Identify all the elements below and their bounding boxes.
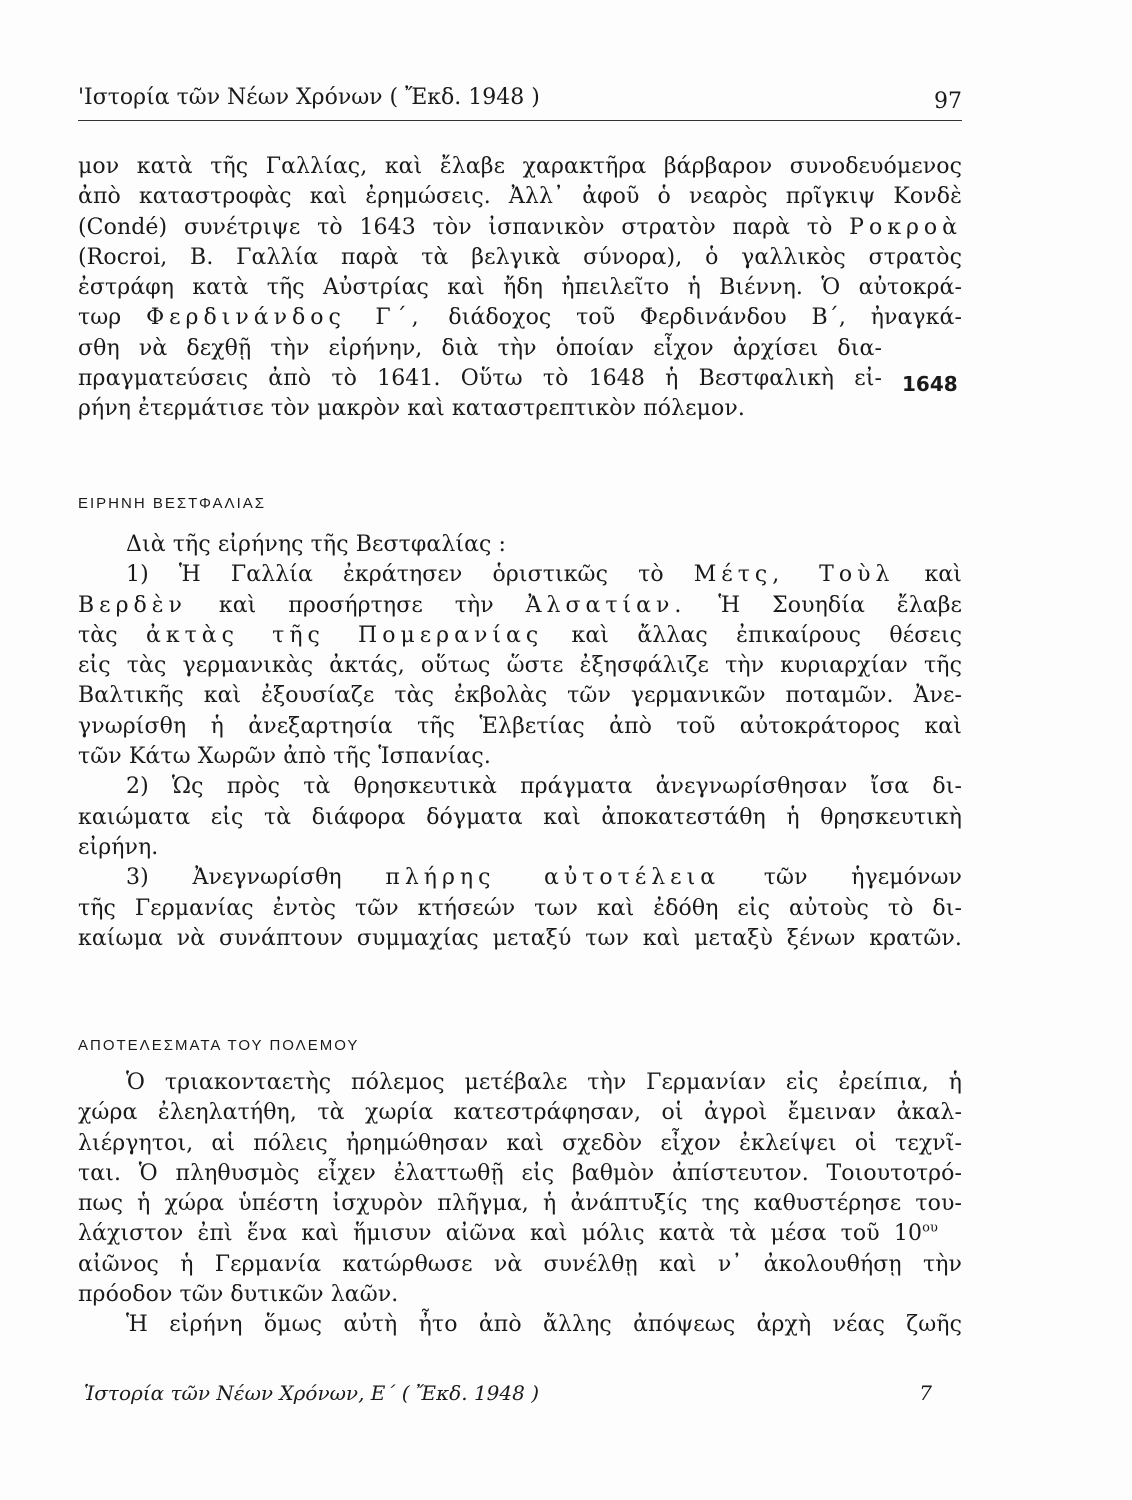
- text-line: [78, 863, 962, 893]
- text-line: Ὁ τριακονταετὴς πόλεμος μετέβαλε τὴν Γερμανίαν εἰς ἐρείπια, ἡ: [126, 1070, 962, 1095]
- spaced-text: πλήρης αὐτοτέλεια: [385, 865, 721, 891]
- paragraph-westphalia-terms: [78, 530, 962, 954]
- page-number: 97: [934, 89, 962, 114]
- spaced-text: Ἀλσατίαν.: [525, 592, 687, 618]
- text-line: [78, 560, 962, 590]
- text-line: ἐστράφη κατὰ τῆς Αὐστρίας καὶ ἤδη ἠπειλεῖτο ἡ Βιέννη. Ὁ αὐτοκρά-: [78, 275, 962, 301]
- text-line: καίωμα νὰ συνάπτουν συμμαχίας μεταξύ των καὶ μεταξὺ ξένων κρατῶν.: [78, 925, 962, 951]
- text-line: [78, 591, 962, 621]
- text-run: τῶν ἡγεμόνων: [763, 865, 963, 891]
- margin-year-note: 1648: [902, 372, 958, 396]
- page-footer: [84, 1380, 932, 1406]
- superscript: ου: [922, 1221, 938, 1237]
- text-line: τῆς Γερμανίας ἐντὸς τῶν κτήσεών των καὶ ἐδόθη εἰς αὐτοὺς τὸ δι-: [78, 895, 962, 921]
- header-rule: [78, 120, 962, 121]
- text-run: καὶ ἄλλας ἐπικαίρους θέσεις: [571, 622, 963, 648]
- text-line: Ἡ εἰρήνη ὅμως αὐτὴ ἦτο ἀπὸ ἄλλης ἀπόψεως ἀρχὴ νέας ζωῆς: [126, 1312, 962, 1338]
- text-line: πρόοδον τῶν δυτικῶν λαῶν.: [78, 1282, 399, 1308]
- signature-mark: 7: [919, 1381, 932, 1405]
- text-line: πως ἡ χώρα ὑπέστη ἰσχυρὸν πλῆγμα, ἡ ἀνάπτυξίς της καθυστέρησε του-: [78, 1191, 962, 1217]
- text-line: [78, 303, 962, 333]
- text-line: [78, 213, 962, 243]
- text-run: λάχιστον ἐπὶ ἕνα καὶ ἥμισυν αἰῶνα καὶ μόλις κατὰ τὰ μέσα τοῦ 10: [78, 1221, 923, 1247]
- text-line: ἀπὸ καταστροφὰς καὶ ἐρημώσεις. Ἀλλ᾽ ἀφοῦ ὁ νεαρὸς πρῖγκιψ Κονδὲ: [78, 184, 962, 210]
- text-line: αἰῶνος ἡ Γερμανία κατώρθωσε νὰ συνέλθῃ καὶ ν᾽ ἀκολουθήσῃ τὴν: [78, 1251, 962, 1277]
- text-line: λιέργητοι, αἱ πόλεις ἠρημώθησαν καὶ σχεδὸν εἶχον ἐκλείψει οἱ τεχνῖ-: [78, 1130, 962, 1156]
- text-line: εἰς τὰς γερμανικὰς ἀκτάς, οὕτως ὥστε ἐξησφάλιζε τὴν κυριαρχίαν τῆς: [78, 653, 962, 679]
- text-run: τὰς: [78, 622, 118, 648]
- text-run: καὶ προσήρτησε τὴν: [218, 592, 494, 618]
- text-line: ται. Ὁ πληθυσμὸς εἶχεν ἐλαττωθῇ εἰς βαθμὸν ἀπίστευτον. Τοιουτοτρό-: [78, 1160, 962, 1186]
- text-run: 3) Ἀνεγνωρίσθη: [126, 865, 342, 891]
- spaced-text: Ροκροὰ: [849, 214, 962, 240]
- text-line: 2) Ὡς πρὸς τὰ θρησκευτικὰ πράγματα ἀνεγνωρίσθησαν ἴσα δι-: [126, 774, 962, 800]
- text-run: Ἡ Σουηδία ἔλαβε: [718, 592, 963, 618]
- text-run: καὶ: [924, 562, 963, 588]
- paragraph-thirty-years-war-end: [78, 152, 962, 425]
- spaced-text: Μέτς, Τοὺλ: [693, 562, 895, 588]
- text-line: σθη νὰ δεχθῇ τὴν εἰρήνην, διὰ τὴν ὁποίαν εἶχον ἀρχίσει δια-: [78, 335, 882, 361]
- text-run: (Condé) συνέτριψε τὸ 1643 τὸν ἰσπανικὸν στρατὸν παρὰ τὸ: [78, 214, 833, 240]
- running-header: [78, 84, 962, 112]
- text-line: [78, 1219, 938, 1249]
- text-line: καιώματα εἰς τὰ διάφορα δόγματα καὶ ἀποκατεστάθη ἡ θρησκευτικὴ: [78, 804, 962, 830]
- text-run: διάδοχος τοῦ Φερδινάνδου Β΄, ἠναγκά-: [448, 305, 962, 331]
- text-run: 1) Ἡ Γαλλία ἐκράτησεν ὁριστικῶς τὸ: [126, 562, 664, 588]
- running-title: 'Ιστορία τῶν Νέων Χρόνων ( Ἔκδ. 1948 ): [78, 85, 540, 110]
- text-line: ρήνη ἐτερμάτισε τὸν μακρὸν καὶ καταστρεπτικὸν πόλεμον.: [78, 396, 745, 422]
- text-run: τωρ: [78, 305, 122, 331]
- text-line: χώρα ἐλεηλατήθη, τὰ χωρία κατεστράφησαν, οἱ ἀγροὶ ἔμειναν ἀκαλ-: [78, 1100, 962, 1126]
- text-line: γνωρίσθη ἡ ἀνεξαρτησία τῆς Ἑλβετίας ἀπὸ τοῦ αὐτοκράτορος καὶ: [78, 713, 962, 739]
- paragraph-war-results: [78, 1068, 962, 1341]
- footer-title: Ἱστορία τῶν Νέων Χρόνων, Ε΄ ( Ἔκδ. 1948 ): [84, 1381, 539, 1405]
- text-line: μον κατὰ τῆς Γαλλίας, καὶ ἔλαβε χαρακτῆρα βάρβαρον συνοδευόμενος: [78, 154, 962, 179]
- spaced-text: Βερδὲν: [78, 592, 187, 618]
- text-line: Διὰ τῆς εἰρήνης τῆς Βεστφαλίας :: [126, 532, 507, 557]
- text-line: εἰρήνη.: [78, 834, 159, 860]
- section-heading-war-results: ΑΠΟΤΕΛΕΣΜΑΤΑ ΤΟΥ ΠΟΛΕΜΟΥ: [78, 1037, 360, 1054]
- spaced-text: Φερδινάνδος Γ΄,: [146, 305, 424, 331]
- text-line: Βαλτικῆς καὶ ἐξουσίαζε τὰς ἐκβολὰς τῶν γερμανικῶν ποταμῶν. Ἀνε-: [78, 683, 962, 709]
- text-line: (Rocroi, B. Γαλλία παρὰ τὰ βελγικὰ σύνορα), ὁ γαλλικὸς στρατὸς: [78, 244, 962, 270]
- section-heading-westphalia: ΕΙΡΗΝΗ ΒΕΣΤΦΑΛΙΑΣ: [78, 495, 267, 512]
- text-line: [78, 621, 962, 651]
- text-line: πραγματεύσεις ἀπὸ τὸ 1641. Οὕτω τὸ 1648 ἡ Βεστφαλικὴ εἰ-: [78, 366, 882, 392]
- spaced-text: ἀκτὰς τῆς Πομερανίας: [145, 622, 544, 648]
- text-line: τῶν Κάτω Χωρῶν ἀπὸ τῆς Ἱσπανίας.: [78, 744, 491, 770]
